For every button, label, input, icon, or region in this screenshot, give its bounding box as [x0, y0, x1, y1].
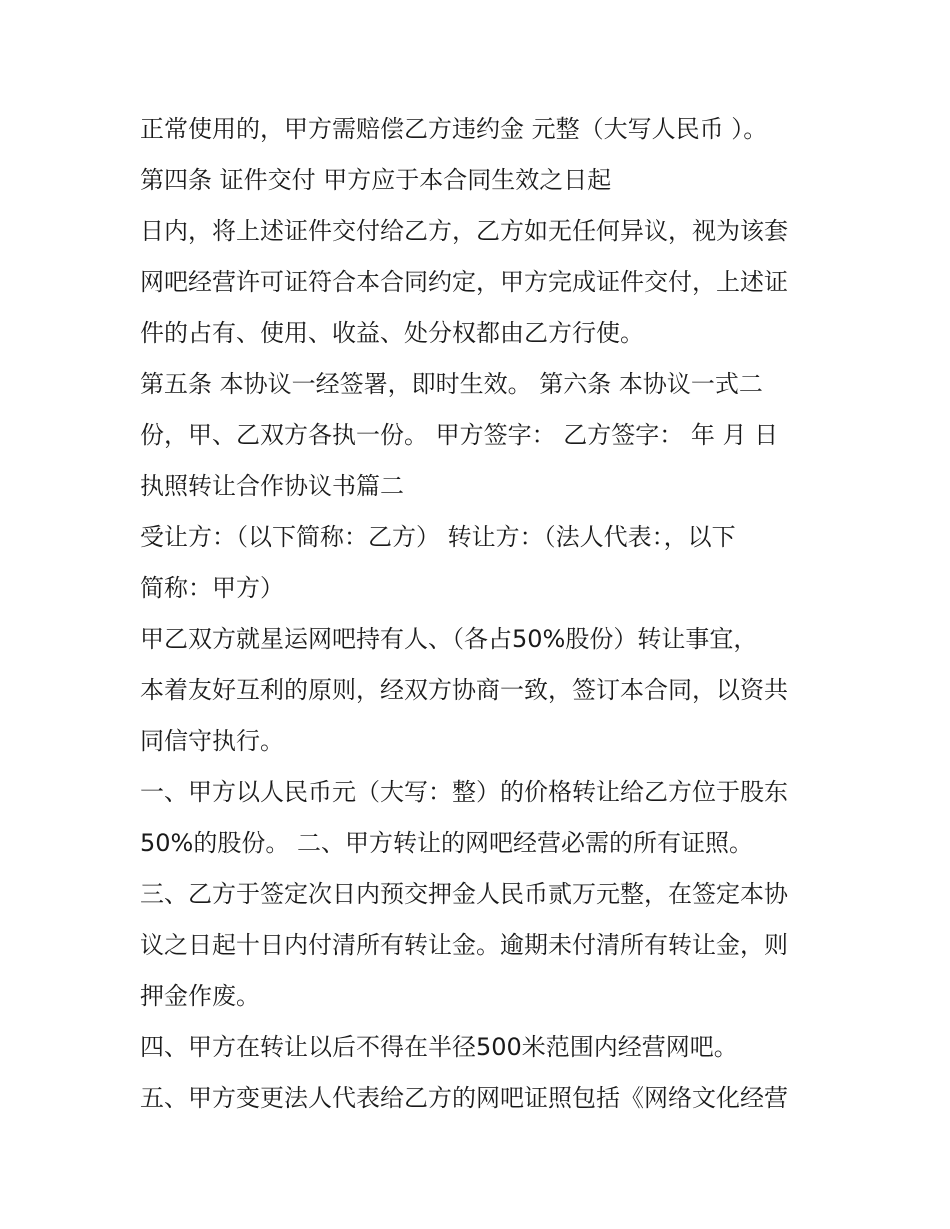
text-line: 五、甲方变更法人代表给乙方的网吧证照包括《网络文化经营 — [140, 1084, 788, 1112]
text-line: 本着友好互利的原则，经双方协商一致，签订本合同，以资共 — [140, 676, 788, 704]
text-line: 日内，将上述证件交付给乙方，乙方如无任何异议，视为该套 — [140, 217, 788, 245]
text-line: 议之日起十日内付清所有转让金。逾期未付清所有转让金，则 — [140, 931, 788, 959]
text-line: 件的占有、使用、收益、处分权都由乙方行使。 — [140, 319, 644, 347]
text-line: 第四条 证件交付 甲方应于本合同生效之日起 — [140, 166, 612, 194]
text-line: 受让方：（以下简称：乙方） 转让方：（法人代表：，以下 — [140, 523, 736, 551]
text-line: 甲乙双方就星运网吧持有人、（各占50%股份）转让事宜， — [140, 625, 758, 653]
text-line: 50%的股份。 二、甲方转让的网吧经营必需的所有证照。 — [140, 829, 753, 857]
section-heading: 执照转让合作协议书篇二 — [140, 472, 404, 500]
text-line: 同信守执行。 — [140, 727, 284, 755]
document-body — [140, 104, 830, 1124]
text-line: 三、乙方于签定次日内预交押金人民币贰万元整，在签定本协 — [140, 880, 788, 908]
text-line: 网吧经营许可证符合本合同约定，甲方完成证件交付，上述证 — [140, 268, 788, 296]
text-line: 四、甲方在转让以后不得在半径500米范围内经营网吧。 — [140, 1033, 738, 1061]
text-line: 一、甲方以人民币元（大写：整）的价格转让给乙方位于股东 — [140, 778, 788, 806]
text-line: 简称：甲方） — [140, 574, 284, 602]
text-line: 正常使用的，甲方需赔偿乙方违约金 元整（大写人民币 ）。 — [140, 115, 768, 143]
text-line: 份，甲、乙双方各执一份。 甲方签字： 乙方签字： 年 月 日 — [140, 421, 779, 449]
text-line: 第五条 本协议一经签署，即时生效。 第六条 本协议一式二 — [140, 370, 763, 398]
text-line: 押金作废。 — [140, 982, 260, 1010]
